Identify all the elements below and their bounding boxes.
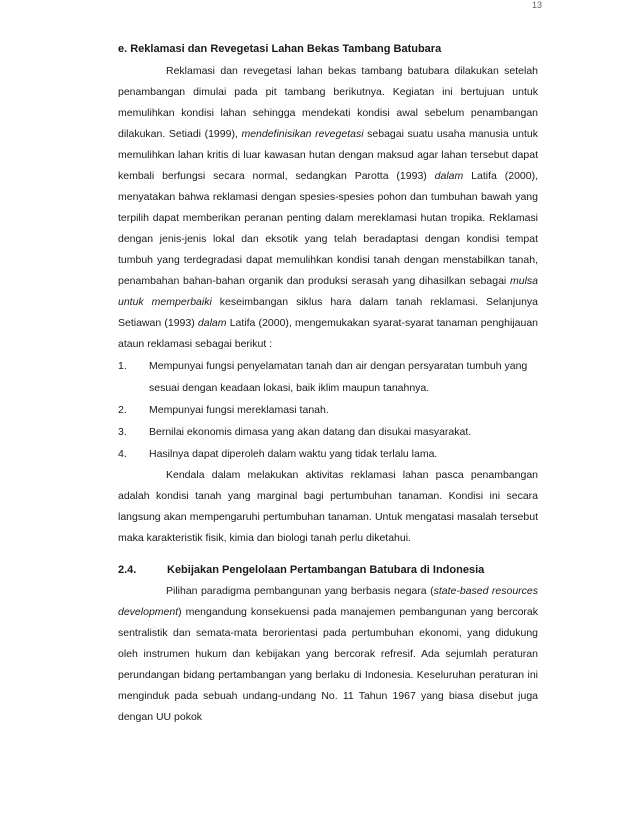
section-2-4-paragraph <box>118 581 538 728</box>
italic-text: dalam <box>434 170 464 182</box>
text-run: Pilihan paradigma pembangunan yang berbasis negara ( <box>166 585 434 597</box>
section-2-4-heading <box>118 561 538 579</box>
list-number: 1. <box>118 360 127 372</box>
italic-text: mendefinisikan revegetasi <box>241 128 364 140</box>
section-e-heading: e. Reklamasi dan Revegetasi Lahan Bekas Tambang Batubara <box>118 43 442 55</box>
list-text: Hasilnya dapat diperoleh dalam waktu yang tidak terlalu lama. <box>149 448 438 460</box>
section-e-paragraph-2: Kendala dalam melakukan aktivitas reklamasi lahan pasca penambangan adalah kondisi tanah yang marginal bagi pertumbuhan tanaman. Kondisi ini secara langsung akan mempengaruhi pertumbuhan tanaman. Untuk mengatasi masalah tersebut maka karakteristik fisik, kimia dan biologi tanah perlu diketahui. <box>118 469 538 544</box>
list-number: 2. <box>118 404 127 416</box>
italic-text: mulsa untuk memperbaiki <box>118 275 538 308</box>
list-text: Mempunyai fungsi penyelamatan tanah dan air dengan persyaratan tumbuh yang sesuai dengan keadaan lokasi, baik iklim maupun tanahnya. <box>149 360 528 394</box>
page-number: 13 <box>531 0 542 10</box>
italic-text: state-based resources development <box>118 585 538 618</box>
text-run: ) mengandung konsekuensi pada manajemen pembangunan yang bercorak sentralistik dan semata-mata berorientasi pada pertumbuhan ekonomi, yang didukung oleh instrumen hukum dan kebijakan yang bercorak refresif. Ada sejumlah peraturan perundangan bidang pertambangan yang berlaku di Indonesia. Keseluruhan peraturan ini menginduk pada sebuah undang-undang No. 11 Tahun 1967 yang biasa disebut juga dengan UU pokok <box>118 606 538 723</box>
list-item <box>118 443 538 465</box>
list-item <box>118 421 538 443</box>
text-run: sebagai suatu usaha manusia untuk memulihkan lahan kritis di luar kawasan hutan dengan maksud agar lahan tersebut dapat kembali berfungsi secara normal, sedangkan Parotta (1993) <box>118 128 538 182</box>
text-run: Reklamasi dan revegetasi lahan bekas tambang batubara dilakukan setelah penambangan dimulai pada pit tambang berikutnya. Kegiatan ini bertujuan untuk memulihkan kondisi lahan sehingga mendekati kondisi awal sebelum penambangan dilakukan. Setiadi (1999), <box>118 65 538 140</box>
text-run: Latifa (2000), mengemukakan syarat-syarat tanaman penghijauan ataun reklamasi sebagai berikut : <box>118 317 538 350</box>
italic-text: dalam <box>197 317 227 329</box>
section-gap <box>118 549 538 561</box>
list-number: 4. <box>118 448 127 460</box>
list-item <box>118 399 538 421</box>
text-run: Latifa (2000), menyatakan bahwa reklamasi dengan spesies-spesies pohon dan tumbuhan bawah yang terpilih dapat memberikan peranan penting dalam mereklamasi hutan tropika. Reklamasi dengan jenis-jenis lokal dan eksotik yang telah beradaptasi dengan kondisi tempat tumbuh yang terdegradasi dapat memulihkan kondisi tanah dengan menstabilkan tanah, penambahan bahan-bahan organik dan produksi serasah yang dihasilkan sebagai <box>118 170 539 287</box>
list-item <box>118 355 538 399</box>
list-number: 3. <box>118 426 127 438</box>
list-text: Bernilai ekonomis dimasa yang akan datang dan disukai masyarakat. <box>149 426 472 438</box>
list-text: Mempunyai fungsi mereklamasi tanah. <box>149 404 329 416</box>
section-title: Kebijakan Pengelolaan Pertambangan Batubara di Indonesia <box>167 564 485 576</box>
section-e-paragraph-1 <box>118 61 538 355</box>
text-run: keseimbangan siklus hara dalam tanah reklamasi. Selanjunya Setiawan (1993) <box>118 296 538 329</box>
document-body <box>118 41 538 728</box>
section-number: 2.4. <box>118 564 137 576</box>
requirements-list <box>118 355 538 465</box>
